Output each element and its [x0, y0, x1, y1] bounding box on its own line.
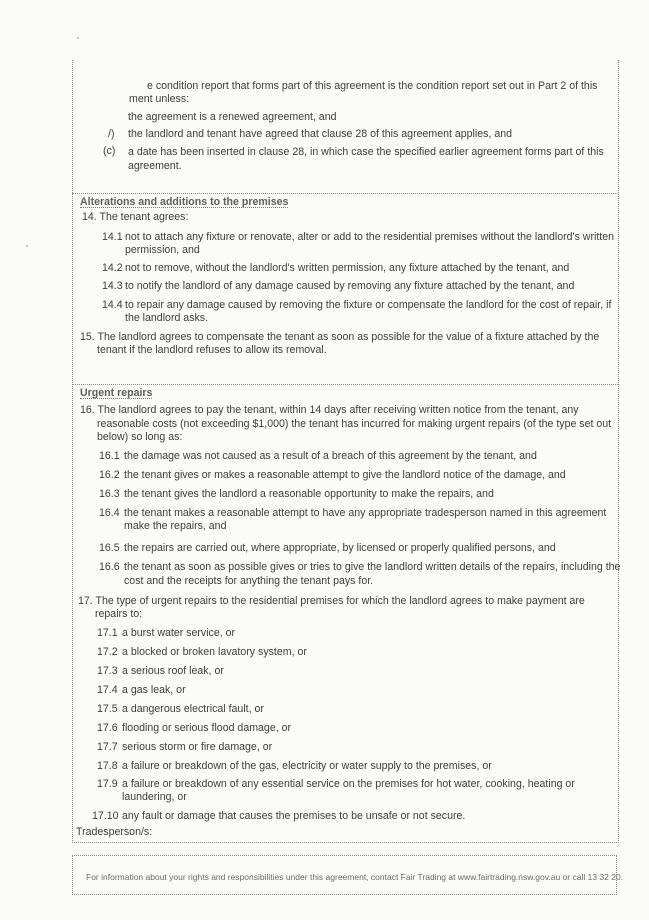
- clause-16-line-2: reasonable costs (not exceeding $1,000) the tenant has incurred for making urgent repairs (of the type set out: [97, 418, 612, 430]
- clause-16-6-line-2: cost and the receipts for anything the tenant pays for.: [124, 575, 374, 587]
- clause-14-2-number: 14.2: [102, 262, 123, 274]
- clause-14-1-line-2: permission, and: [125, 244, 200, 256]
- intro-item-c-line-2: agreement.: [128, 160, 182, 172]
- clause-17-7: serious storm or fire damage, or: [122, 741, 273, 753]
- scan-speck: [77, 37, 79, 39]
- intro-item-b-marker: /): [108, 128, 115, 140]
- clause-17-9-line-1: a failure or breakdown of any essential service on the premises for hot water, cooking, heating or: [122, 778, 575, 790]
- clause-17-6: flooding or serious flood damage, or: [122, 722, 292, 734]
- clause-17-10-number: 17.10: [92, 810, 119, 822]
- clause-16-1: the damage was not caused as a result of a breach of this agreement by the tenant, and: [124, 450, 537, 462]
- clause-14: 14. The tenant agrees:: [82, 211, 189, 223]
- clause-14-4-line-2: the landlord asks.: [125, 312, 209, 324]
- clause-17-1-number: 17.1: [97, 627, 118, 639]
- clause-17-1: a burst water service, or: [122, 627, 236, 639]
- clause-14-3-number: 14.3: [102, 280, 123, 292]
- clause-17-9-line-2: laundering, or: [122, 791, 187, 803]
- clause-17-8: a failure or breakdown of the gas, electricity or water supply to the premises, or: [122, 760, 492, 772]
- clause-17-line-1: 17. The type of urgent repairs to the residential premises for which the landlord agrees to make payment are: [78, 595, 585, 607]
- intro-item-c-marker: (c): [103, 145, 116, 157]
- section-divider-urgent: [72, 384, 618, 385]
- clause-17-3-number: 17.3: [97, 665, 118, 677]
- intro-item-b: the landlord and tenant have agreed that clause 28 of this agreement applies, and: [128, 128, 513, 140]
- clause-17-5: a dangerous electrical fault, or: [122, 703, 264, 715]
- clause-16-2: the tenant gives or makes a reasonable attempt to give the landlord notice of the damage, and: [124, 469, 566, 481]
- clause-16-6-number: 16.6: [99, 561, 120, 573]
- clause-15-line-2: tenant if the landlord refuses to allow its removal.: [97, 344, 327, 356]
- clause-17-4-number: 17.4: [97, 684, 118, 696]
- intro-item-c-line-1: a date has been inserted in clause 28, in which case the specified earlier agreement forms part of this: [128, 146, 604, 158]
- section-heading-alterations: Alterations and additions to the premises: [80, 196, 289, 208]
- tradesperson-label: Tradesperson/s:: [76, 826, 153, 838]
- clause-17-6-number: 17.6: [97, 722, 118, 734]
- clause-16-4-line-2: make the repairs, and: [124, 520, 227, 532]
- clause-16-1-number: 16.1: [99, 450, 120, 462]
- clause-17-5-number: 17.5: [97, 703, 118, 715]
- clause-14-2: not to remove, without the landlord's written permission, any fixture attached by the tenant, and: [125, 262, 570, 274]
- clause-16-4-number: 16.4: [99, 507, 120, 519]
- clause-16-2-number: 16.2: [99, 469, 120, 481]
- footer-text: For information about your rights and responsibilities under this agreement, contact Fair Trading at www.fairtrading.nsw.gov.au or call 13 32 20.: [86, 872, 624, 882]
- clause-16-3: the tenant gives the landlord a reasonable opportunity to make the repairs, and: [124, 488, 494, 500]
- clause-16-6-line-1: the tenant as soon as possible gives or tries to give the landlord written details of the repairs, including the: [124, 561, 621, 573]
- clause-16-line-1: 16. The landlord agrees to pay the tenant, within 14 days after receiving written notice from the tenant, any: [80, 404, 579, 416]
- clause-17-2-number: 17.2: [97, 646, 118, 658]
- clause-14-4-line-1: to repair any damage caused by removing the fixture or compensate the landlord for the cost of repair, if: [125, 299, 612, 311]
- clause-14-1-number: 14.1: [102, 231, 123, 243]
- scan-speck: [26, 245, 28, 247]
- clause-14-3: to notify the landlord of any damage caused by removing any fixture attached by the tenant, and: [125, 280, 575, 292]
- intro-item-a: the agreement is a renewed agreement, and: [128, 111, 337, 123]
- clause-17-2: a blocked or broken lavatory system, or: [122, 646, 307, 658]
- clause-17-8-number: 17.8: [97, 760, 118, 772]
- clause-17-4: a gas leak, or: [122, 684, 186, 696]
- clause-14-1-line-1: not to attach any fixture or renovate, alter or add to the residential premises without the landlord's written: [125, 231, 615, 243]
- clause-16-line-3: below) so long as:: [97, 431, 183, 443]
- section-divider-alterations: [72, 193, 618, 194]
- clause-17-9-number: 17.9: [97, 778, 118, 790]
- clause-16-3-number: 16.3: [99, 488, 120, 500]
- clause-15-line-1: 15. The landlord agrees to compensate the tenant as soon as possible for the value of a fixture attached by the: [80, 331, 600, 343]
- intro-line-2: ment unless:: [129, 93, 190, 105]
- clause-16-5-number: 16.5: [99, 542, 120, 554]
- section-heading-urgent-repairs: Urgent repairs: [80, 387, 153, 399]
- clause-17-7-number: 17.7: [97, 741, 118, 753]
- clause-17-10: any fault or damage that causes the premises to be unsafe or not secure.: [122, 810, 466, 822]
- clause-14-4-number: 14.4: [102, 299, 123, 311]
- clause-17-3: a serious roof leak, or: [122, 665, 224, 677]
- clause-16-5: the repairs are carried out, where appropriate, by licensed or properly qualified persons, and: [124, 542, 556, 554]
- clause-16-4-line-1: the tenant makes a reasonable attempt to have any appropriate tradesperson named in this agreement: [124, 507, 607, 519]
- intro-line-1: e condition report that forms part of this agreement is the condition report set out in Part 2 of this: [147, 80, 598, 92]
- clause-17-line-2: repairs to:: [95, 608, 143, 620]
